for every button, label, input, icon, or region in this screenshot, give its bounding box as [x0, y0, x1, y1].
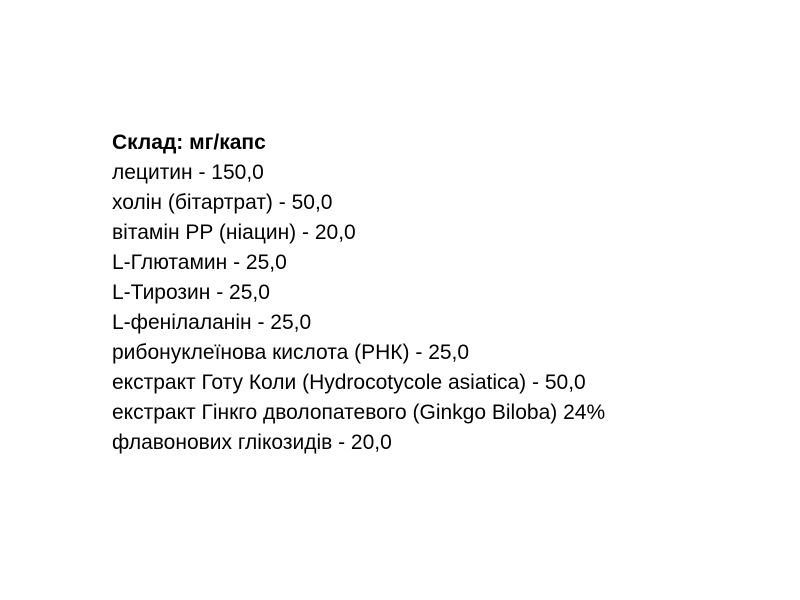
- ingredient-choline: холін (бітартрат) - 50,0: [112, 191, 333, 214]
- ingredient-ginkgo-extract-continued: флавонових глікозидів - 20,0: [112, 431, 392, 454]
- ingredient-l-phenylalanine: L-фенілаланін - 25,0: [112, 311, 312, 334]
- ingredient-l-tyrosine: L-Тирозин - 25,0: [112, 281, 270, 304]
- ingredient-lecithin: лецитин - 150,0: [112, 161, 264, 184]
- ingredient-vitamin-pp: вітамін PP (ніацин) - 20,0: [112, 221, 356, 244]
- composition-heading: Склад: мг/капс: [112, 131, 266, 154]
- composition-block: [112, 128, 772, 458]
- ingredient-rna: рибонуклеїнова кислота (РНК) - 25,0: [112, 341, 470, 364]
- ingredient-gotu-kola-extract: екстракт Готу Коли (Hydrocotycole asiatica) - 50,0: [112, 371, 586, 394]
- ingredient-l-glutamine: L-Глютамин - 25,0: [112, 251, 287, 274]
- ingredient-ginkgo-extract: екстракт Гінкго дволопатевого (Ginkgo Biloba) 24%: [112, 401, 606, 424]
